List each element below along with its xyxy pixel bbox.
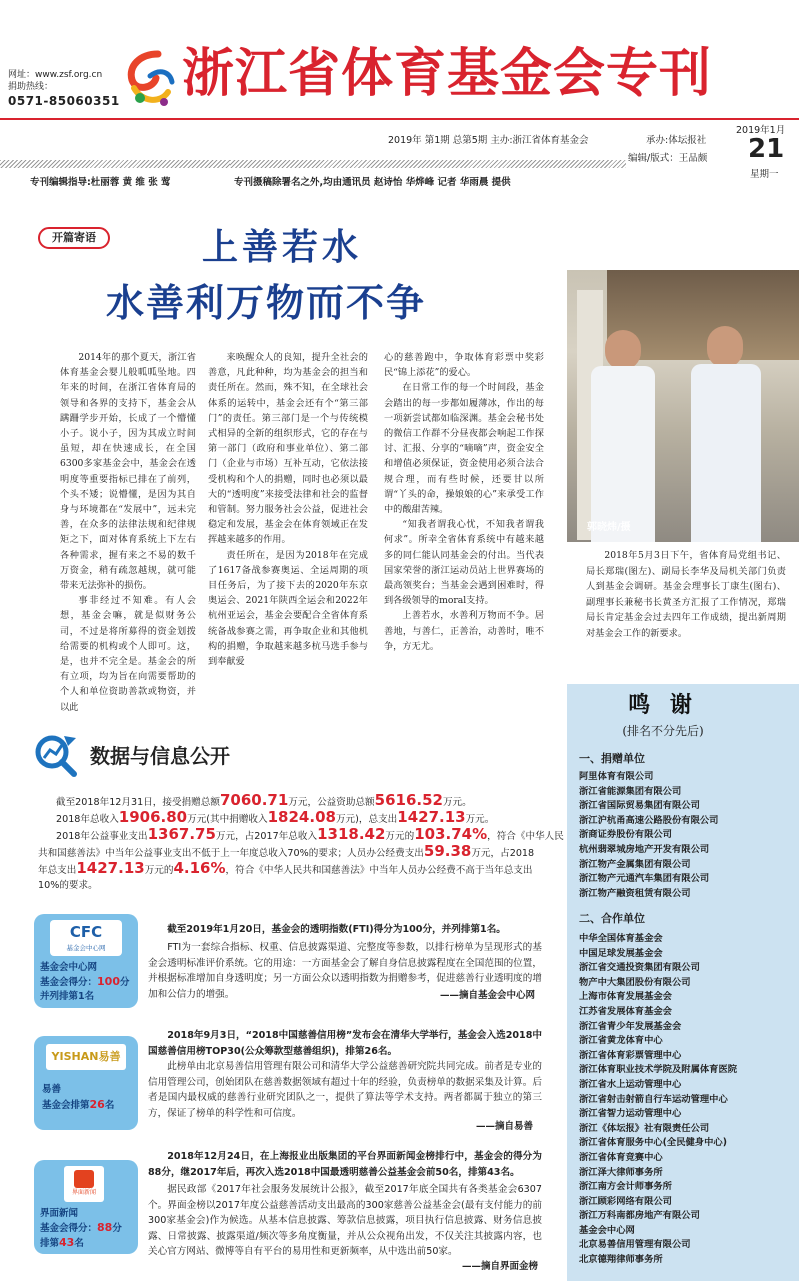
data-line-5: 年总支出1427.13万元的4.16%，符合《中华人民共和国慈善法》中当年人员办公经费不高于当年总支出 — [38, 859, 533, 877]
cfc-logo: CFC — [69, 923, 103, 941]
editor: 编辑/版式：王品颇 — [628, 153, 708, 164]
list-item: 北京德翔律师事务所 — [579, 1254, 663, 1266]
thanks-panel — [567, 684, 799, 1281]
list-item: 浙江顾彩网络有限公司 — [579, 1195, 672, 1207]
data-line-2: 2018年总收入1906.80万元(其中捐赠收入1824.08万元)，总支出1427.13万元。 — [56, 808, 495, 826]
list-item: 浙江《体坛报》社有限责任公司 — [579, 1122, 710, 1134]
yishan-source: ——摘自易善 — [476, 1121, 534, 1132]
list-item: 浙江省体育竞赛中心 — [579, 1151, 663, 1163]
donors-heading: 一、捐赠单位 — [579, 752, 645, 765]
list-item: 浙江体育职业技术学院及附属体育医院 — [579, 1064, 738, 1076]
list-item: 北京易善信用管理有限公司 — [579, 1239, 691, 1251]
list-item: 浙商证券股份有限公司 — [579, 829, 672, 841]
list-item: 浙江泽大律师事务所 — [579, 1166, 663, 1178]
photo-credit: 郭晓炜/摄 — [587, 522, 631, 533]
thanks-subtitle: (排名不分先后) — [622, 724, 704, 738]
list-item: 浙江省智力运动管理中心 — [579, 1108, 682, 1120]
list-item: 浙江省国际贸易集团有限公司 — [579, 800, 700, 812]
list-item: 江苏省发展体育基金会 — [579, 1005, 672, 1017]
editorial-guide: 专刊编辑指导:杜丽蓉 黄 维 张 莺 — [30, 177, 171, 188]
paragraph: 责任所在，是因为2018年在完成了1617备战参赛奥运、全运周期的项目任务后，为了接下去的2020年东京奥运会、2021年陕西全运会和2022年杭州亚运会，基金会要配合全省体育系统备战参赛之需，再争取企业和其他机构的捐赠，争取越来越多杭马选手参与到奉献爱 — [208, 549, 368, 668]
article-title-2: 水善利万物而不争 — [106, 281, 427, 325]
total-grants: 5616.52 — [374, 791, 443, 809]
header-rule — [0, 118, 799, 120]
list-item: 浙江省能源集团有限公司 — [579, 785, 682, 797]
yishan-logo: YISHAN易善 — [46, 1044, 126, 1070]
list-item: 浙江省射击射箭自行车运动管理中心 — [579, 1093, 728, 1105]
weekday: 星期一 — [750, 169, 779, 180]
data-line-1: 截至2018年12月31日，接受捐赠总额7060.71万元，公益资助总额5616.52万元。 — [56, 791, 472, 809]
yishan-lead: 2018年9月3日，“2018中国慈善信用榜”发布会在清华大学举行，基金会入选2018中国慈善信用榜TOP30(公众筹款型慈善组织)，排第26名。 — [148, 1030, 542, 1057]
thanks-title: 鸣 谢 — [628, 693, 698, 718]
cfc-source: ——摘自基金会中心网 — [440, 990, 536, 1001]
jiemian-badge: 界面新闻 界面新闻 基金会得分：88分 排第43名 — [34, 1160, 138, 1254]
partners-list — [579, 932, 791, 1268]
photo-caption: 2018年5月3日下午，省体育局党组书记、局长郑瑞(图左)、副局长李华及局机关部门负责人到基金会调研。基金会理事长丁康生(图右)、副理事长兼秘书长黄圣方汇报了工作情况，郑瑞局长肯定基金会过去四年工作成绩，提出新周期对基金会工作的新要求。 — [586, 550, 786, 639]
paragraph: 事非经过不知难。有人会想，基金会嘛，就是似财务公司，不过是将所募得的资金划拨给需要的机构或个人即可。这，是，也并不完全是。基金会的所有立项，均为旨在向需要帮助的个人和单位资助善款或物资，并以此 — [60, 595, 196, 713]
date-ym: 2019年1月 — [736, 125, 786, 136]
paragraph: 2014年的那个夏天，浙江省体育基金会婴儿般呱呱坠地。四年来的时间，在浙江省体育局的领导和各界的支持下，基金会从蹒跚学步开始，长成了一个懵懂小子。说小子，因为其成立时间虽短，却在快速成长，在全国6300多家基金会中，基金会在透明度等重要指标已排在了前列，个头不矮；说懵懂，是因为其自身与环境都在“发展中”，远未完善，在众多的法律法规和纪律规矩之下，面对体育系统上下左右各种需求，握有来之不易的数千万资金，稍有疏忽越规，就可能带来无法弥补的损伤。 — [60, 352, 196, 592]
yishan-badge: YISHAN易善 易善 基金会排第26名 — [34, 1036, 138, 1130]
list-item: 上海市体育发展基金会 — [579, 991, 672, 1003]
opening-tag: 开篇寄语 — [38, 227, 110, 249]
list-item: 浙江省交通投资集团有限公司 — [579, 962, 700, 974]
article-title-1: 上善若水 — [202, 227, 363, 268]
list-item: 浙江省青少年发展基金会 — [579, 1020, 682, 1032]
article-column-3 — [384, 350, 544, 690]
jiemian-lead: 2018年12月24日，在上海报业出版集团的平台界面新闻金榜排行中，基金会的得分为88分，继2017年后，再次入选2018中国最透明慈善公益基金会前50名，排第43名。 — [148, 1151, 542, 1178]
article-column-1 — [60, 350, 196, 713]
paragraph: 来唤醒众人的良知，提升全社会的善意，凡此种种，均为基金会的担当和责任所在。然而，殊不知，在全球社会体系的运转中，基金会还有个“第三部门”的责任。第三部门是一个与传统模式相异的全新的组织形式，它的存在与第一部门（政府和事业单位）、第二部门（企业与市场）互补互动，它依法接受机构和个人的捐赠，同时也必须以最大的“透明度”来接受法律和社会的监督和管制。努力服务社会公益，促进社会稳定和发展，基金会在体育领域正在发挥越来越多的作用。 — [208, 352, 368, 546]
hatch-right — [230, 160, 626, 168]
list-item: 物产中大集团股份有限公司 — [579, 976, 691, 988]
list-item: 浙江物产元通汽车集团有限公司 — [579, 873, 710, 885]
website: 网址：www.zsf.org.cn — [8, 70, 103, 80]
paragraph: 上善若水，水善利万物而不争。居善地，与善仁，正善治，动善时，唯不争，方无尤。 — [384, 610, 544, 652]
list-item: 阿里体育有限公司 — [579, 771, 654, 782]
list-item: 浙江省黄龙体育中心 — [579, 1035, 663, 1047]
yishan-body: 此榜单由北京易善信用管理有限公司和清华大学公益慈善研究院共同完成。前者是专业的信用管理公司，创始团队在慈善数据领域有超过十年的经验，负责榜单的数据采集及计算。后者是国内最权威的慈善行业研究团队之一，提供了算法等学术支持。两者都属于独立的第三方，保证了榜单的科学性和可信度。 — [148, 1061, 542, 1119]
chart-magnifier-icon — [34, 732, 80, 776]
cfc-badge: CFC 基金会中心网 基金会中心网 基金会得分：100分 并列排第1名 — [34, 914, 138, 1008]
list-item: 中国足球发展基金会 — [579, 947, 663, 959]
hotline: 0571-85060351 — [8, 94, 120, 108]
data-line-6: 10%的要求。 — [38, 880, 98, 891]
list-item: 浙江南方会计师事务所 — [579, 1181, 672, 1193]
list-item: 浙江省体育彩票管理中心 — [579, 1049, 682, 1061]
total-donations: 7060.71 — [219, 791, 289, 809]
list-item: 浙江沪杭甬高速公路股份有限公司 — [579, 814, 719, 826]
data-line-3: 2018年公益事业支出1367.75万元，占2017年总收入1318.42万元的103.74%，符合《中华人民 — [56, 825, 564, 843]
list-item: 浙江万科南都房地产有限公司 — [579, 1210, 700, 1222]
article-column-2 — [208, 350, 368, 690]
issue-info: 2019年 第1期 总第5期 主办:浙江省体育基金会 — [388, 135, 589, 146]
masthead-title: 浙江省体育基金会专刊 — [182, 44, 713, 104]
jiemian-source: ——摘自界面金榜 — [458, 1258, 538, 1272]
photo-notice: 专刊摄稿除署名之外,均由通讯员 赵诗怡 华烨峰 记者 华雨晨 提供 — [234, 177, 511, 188]
cfc-body: FTI为一套综合指标、权重、信息披露渠道、完整度等参数，以排行榜单为呈现形式的基金会透明标准评价系统。它的用途：一方面基金会了解自身信息披露程度在全国范围的位置，并根据标准增加自身透明度；另一方面公众以透明指数为捐赠参考，促进慈善行业透明度的增加和公信力的增强。 — [148, 942, 542, 1000]
cfc-lead: 截至2019年1月20日，基金会的透明指数(FTI)得分为100分，并列排第1名。 — [167, 924, 506, 935]
hotline-label: 捐助热线： — [8, 82, 54, 92]
data-section-title: 数据与信息公开 — [90, 744, 230, 768]
paragraph: “知我者谓我心忧，不知我者谓我何求”。所幸全省体育系统中有越来越多的同仁能认同基金会的付出。当代表国家荣誉的浙江运动员站上世界赛场的最高领奖台；当基金会遇到困难时，得到各级领导的moral支持。 — [384, 519, 544, 607]
data-line-4: 共和国慈善法》中当年公益事业支出不低于上一年度总收入70%的要求；人员办公经费支出59.38万元，占2018 — [38, 842, 535, 860]
meeting-photo — [567, 270, 799, 542]
list-item: 浙江物产金属集团有限公司 — [579, 858, 691, 870]
donors-list — [579, 770, 791, 901]
list-item: 基金会中心网 — [579, 1224, 635, 1236]
list-item: 浙江省水上运动管理中心 — [579, 1078, 682, 1090]
list-item: 杭州翡翠城房地产开发有限公司 — [579, 843, 710, 855]
list-item: 浙江物产融资租赁有限公司 — [579, 887, 691, 899]
foundation-logo — [120, 48, 178, 110]
partners-heading: 二、合作单位 — [579, 912, 645, 925]
list-item: 浙江省体育服务中心(全民健身中心) — [579, 1137, 727, 1149]
paragraph: 心的慈善跑中，争取体育彩票中奖彩民“锦上添花”的爱心。 — [384, 352, 544, 379]
date-day: 21 — [748, 134, 785, 164]
paragraph: 在日常工作的每一个时间段，基金会踏出的每一步都如履薄冰，作出的每一项新尝试都如临深渊。基金会秘书处的微信工作群不分昼夜都会响起工作探讨、汇报、分享的“嘀嘀”声，资金安全和增值必须保证，资金使用必须合法合规合理，而有些时候，还要甘以所谓“丫头的命，操娘娘的心”来承受工作中的酸甜苦辣。 — [384, 382, 544, 516]
organizer: 承办:体坛报社 — [646, 135, 707, 146]
jiemian-body: 据民政部《2017年社会服务发展统计公报》，截至2017年底全国共有各类基金会6307个。界面金榜以2017年度公益慈善活动支出最高的300家慈善公益基金会(最有支付能力的前300家基金会)作为候选。从基本信息披露、筹款信息披露，项目执行信息披露、财务信息披露、日常披露、披露渠道/频次等多角度衡量，并从公众视角出发，不仅关注其披露内容，也关心官方网站、微博等自有平台的易用性和更新频率，从中选出前50家。 — [148, 1184, 542, 1257]
hatch-left — [0, 160, 230, 168]
list-item: 中华全国体育基金会 — [579, 933, 663, 944]
jiemian-logo: 界面新闻 — [71, 1189, 96, 1196]
